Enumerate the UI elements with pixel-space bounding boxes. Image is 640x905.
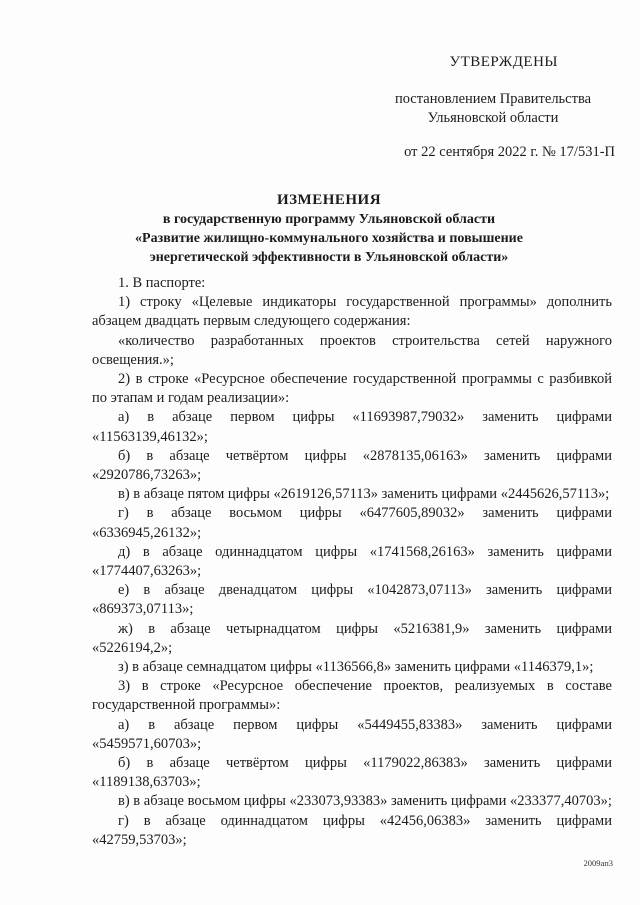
document-title — [100, 190, 558, 267]
item-2-f: е) в абзаце двенадцатом цифры «1042873,07113» заменить цифрами «869373,07113»; — [92, 582, 612, 618]
item-2-e: д) в абзаце одиннадцатом цифры «1741568,26163» заменить цифрами «1774407,63263»; — [92, 543, 612, 580]
item-2-b: б) в абзаце четвёртом цифры «2878135,06163» заменить цифрами «2920786,73263»; — [92, 447, 612, 484]
item-1: 1) строку «Целевые индикаторы государственной программы» дополнить абзацем двадцать первым следующего содержания: — [92, 294, 612, 330]
decree-line-2: Ульяновской области — [427, 110, 559, 126]
item-2-g: ж) в абзаце четырнадцатом цифры «5216381,9» заменить цифрами «5226194,2»; — [92, 620, 612, 656]
section-1-heading: 1. В паспорте: — [118, 275, 206, 291]
decree-reference — [378, 90, 608, 128]
item-2-a: а) в абзаце первом цифры «11693987,79032» заменить цифрами «11563139,46132»; — [92, 409, 612, 445]
title-heading: ИЗМЕНЕНИЯ — [276, 192, 382, 208]
item-2-h: з) в абзаце семнадцатом цифры «1136566,8» заменить цифрами «1146379,1»; — [118, 659, 594, 676]
document-code: 2009ап3 — [583, 858, 613, 868]
item-3-d: г) в абзаце одиннадцатом цифры «42456,06383» заменить цифрами «42759,53703»; — [92, 812, 612, 848]
item-2-c: в) в абзаце пятом цифры «2619126,57113» заменить цифрами «2445626,57113»; — [118, 486, 610, 503]
title-line-2: «Развитие жилищно-коммунального хозяйства и повышение — [135, 231, 523, 246]
item-1-quote: «количество разработанных проектов строительства сетей наружного освещения.»; — [92, 332, 612, 368]
decree-line-1: постановлением Правительства — [394, 91, 592, 107]
item-2-d: г) в абзаце восьмом цифры «6477605,89032» заменить цифрами «6336945,26132»; — [92, 505, 612, 541]
decree-date: от 22 сентября 2022 г. № 17/531-П — [404, 144, 615, 160]
item-3-b: б) в абзаце четвёртом цифры «1179022,86383» заменить цифрами «1189138,63703»; — [92, 755, 612, 791]
item-3-a: а) в абзаце первом цифры «5449455,83383» заменить цифрами «5459571,60703»; — [92, 716, 612, 752]
approved-stamp: УТВЕРЖДЕНЫ — [449, 54, 558, 70]
title-line-3: энергетической эффективности в Ульяновской области» — [149, 250, 509, 265]
item-3: 3) в строке «Ресурсное обеспечение проектов, реализуемых в составе государственной программы»: — [92, 678, 612, 714]
item-3-c: в) в абзаце восьмом цифры «233073,93383» заменить цифрами «233377,40703»; — [118, 793, 612, 810]
item-2: 2) в строке «Ресурсное обеспечение государственной программы с разбивкой по этапам и годам реализации»: — [92, 371, 612, 407]
document-body — [92, 274, 612, 850]
title-line-1: в государственную программу Ульяновской области — [162, 212, 496, 227]
